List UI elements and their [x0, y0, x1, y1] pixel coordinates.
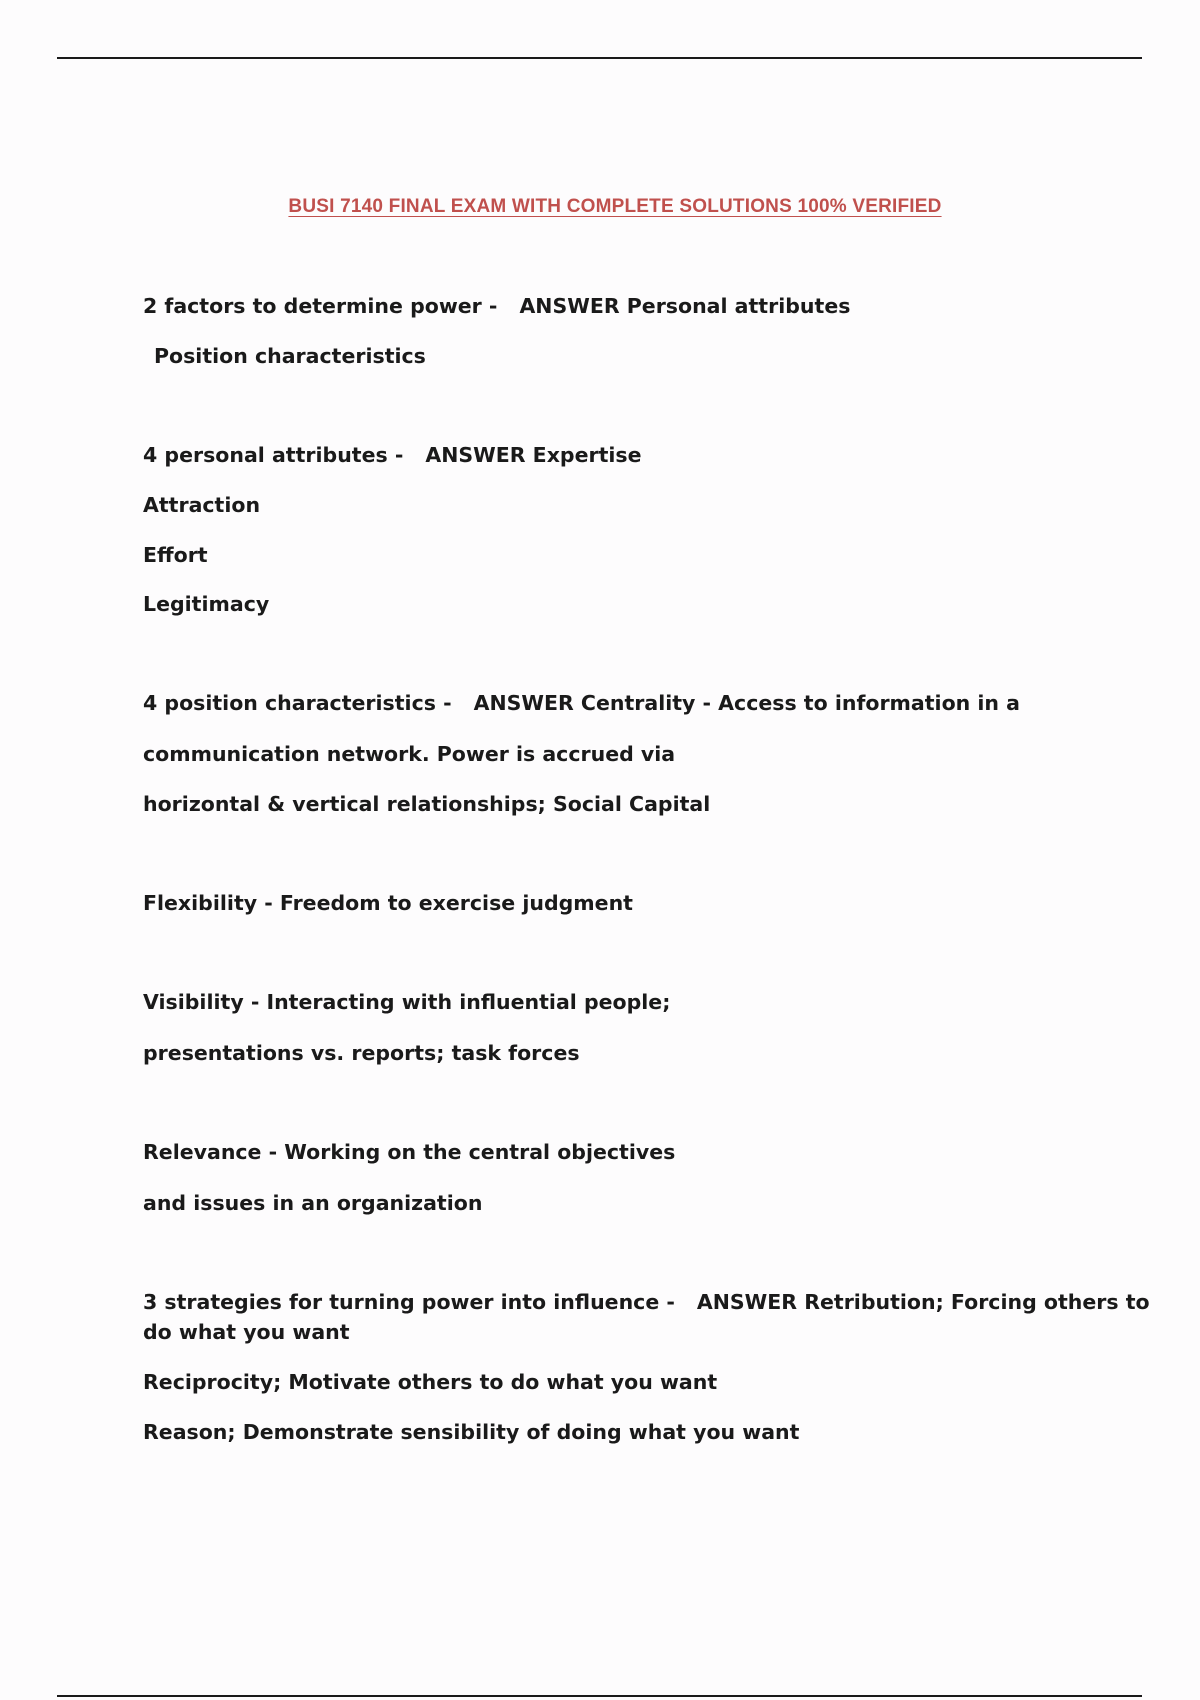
qa-4-line-3: Reciprocity; Motivate others to do what you want	[143, 1370, 718, 1394]
qa-3-line-1	[143, 691, 1020, 715]
qa-2-line-3: Effort	[143, 543, 208, 567]
qa-2-question: 4 personal attributes -	[143, 443, 404, 467]
qa-2-line-1	[143, 443, 642, 467]
qa-1-answer: ANSWER Personal attributes	[519, 294, 851, 318]
qa-3-line-7: Relevance - Working on the central objectives	[143, 1140, 676, 1164]
qa-1-line-1	[143, 294, 850, 318]
qa-3-question: 4 position characteristics -	[143, 691, 452, 715]
qa-3-line-5: Visibility - Interacting with influential people;	[143, 990, 671, 1014]
qa-2-line-2: Attraction	[143, 493, 261, 517]
qa-2-line-4: Legitimacy	[143, 592, 270, 616]
qa-3-line-3: horizontal & vertical relationships; Social Capital	[143, 792, 711, 816]
qa-4-question: 3 strategies for turning power into influence -	[143, 1290, 675, 1314]
qa-4-line-4: Reason; Demonstrate sensibility of doing what you want	[143, 1420, 800, 1444]
footer-rule	[57, 1695, 1142, 1697]
qa-1-question: 2 factors to determine power -	[143, 294, 498, 318]
qa-3-answer: ANSWER Centrality - Access to information in a	[473, 691, 1020, 715]
qa-3-line-2: communication network. Power is accrued via	[143, 742, 676, 766]
qa-4-answer: ANSWER Retribution; Forcing others to	[696, 1290, 1150, 1314]
qa-3-line-6: presentations vs. reports; task forces	[143, 1041, 580, 1065]
qa-1-line-2: Position characteristics	[154, 344, 426, 368]
qa-4-line-1	[143, 1290, 1150, 1314]
document-title: BUSI 7140 FINAL EXAM WITH COMPLETE SOLUTIONS 100% VERIFIED	[288, 196, 942, 217]
qa-3-line-4: Flexibility - Freedom to exercise judgment	[143, 891, 633, 915]
header-rule	[57, 57, 1142, 59]
qa-2-answer: ANSWER Expertise	[425, 443, 642, 467]
qa-3-line-8: and issues in an organization	[143, 1191, 483, 1215]
qa-4-line-2: do what you want	[143, 1320, 350, 1344]
